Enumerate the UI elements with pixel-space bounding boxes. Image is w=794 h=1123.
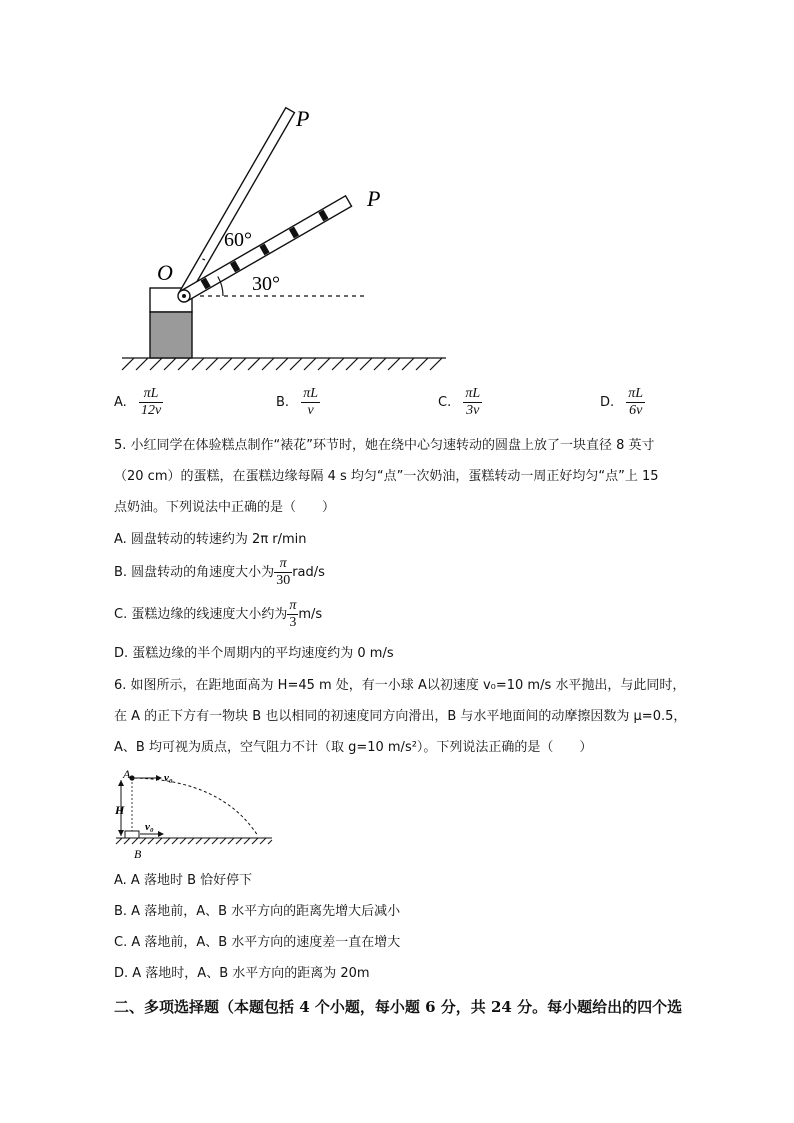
- q5-line3: 点奶油。下列说法中正确的是（ ）: [114, 500, 336, 515]
- q6-option-b: B. A 落地前，A、B 水平方向的距离先增大后减小: [114, 904, 401, 919]
- q5-option-c: C. 蛋糕边缘的线速度大小约为 $\frac{\pi}{3}$ m/s: [114, 598, 323, 630]
- rotating-bar-figure: [110, 100, 470, 375]
- q4-option-d: D. $\frac{\pi L}{6v}$: [600, 386, 644, 418]
- label-p2: P: [367, 186, 381, 211]
- base-box-bottom: [150, 312, 192, 358]
- q5-option-b: B. 圆盘转动的角速度大小为 $\frac{\pi}{30}$ rad/s: [114, 556, 325, 588]
- label-a: A: [123, 767, 131, 781]
- label-v0b: v₀: [145, 821, 154, 833]
- q6-option-a: A. A 落地时 B 恰好停下: [114, 873, 253, 888]
- label-v0a: v₀: [164, 772, 173, 784]
- q4-option-c: C. $\frac{\pi L}{3v}$: [438, 386, 481, 418]
- block-b: [125, 831, 139, 838]
- q5-option-a: A. 圆盘转动的转速约为 2π r/min: [114, 532, 307, 547]
- q6-line1: 6. 如图所示，在距地面高为 H=45 m 处，有一小球 A以初速度 v₀=10 m/s 水平抛出，与此同时，: [114, 678, 686, 693]
- label-b: B: [134, 847, 142, 861]
- q6-option-c: C. A 落地前，A、B 水平方向的速度差一直在增大: [114, 935, 401, 950]
- label-o: O: [157, 260, 173, 285]
- q4-option-b: B. $\frac{\pi L}{v}$: [276, 386, 319, 418]
- projectile-figure: [112, 766, 277, 862]
- q6-option-d: D. A 落地时，A、B 水平方向的距离为 20m: [114, 966, 370, 981]
- label-p1: P: [296, 106, 310, 131]
- q6-line2: 在 A 的正下方有一物块 B 也以相同的初速度同方向滑出，B 与水平地面间的动摩擦因数为 μ=0.5，: [114, 709, 687, 724]
- q5-line2: （20 cm）的蛋糕，在蛋糕边缘每隔 4 s 均匀“点”一次奶油，蛋糕转动一周正好均匀“点”上 15: [114, 469, 659, 484]
- q6-line3: A、B 均可视为质点，空气阻力不计（取 g=10 m/s²）。下列说法正确的是（ ）: [114, 740, 593, 755]
- q5-option-d: D. 蛋糕边缘的半个周期内的平均速度约为 0 m/s: [114, 646, 394, 661]
- label-30: 30°: [252, 273, 280, 295]
- ground: [122, 358, 446, 370]
- q5-line1: 5. 小红同学在体验糕点制作“裱花”环节时，她在绕中心匀速转动的圆盘上放了一块直径 8 英寸: [114, 438, 655, 453]
- label-60: 60°: [224, 229, 252, 251]
- section-2-heading: 二、多项选择题（本题包括 4 个小题，每小题 6 分，共 24 分。每小题给出的四个选: [114, 998, 683, 1016]
- label-h: H: [115, 803, 125, 817]
- q4-option-a: A. $\frac{\pi L}{12v}$: [114, 386, 162, 418]
